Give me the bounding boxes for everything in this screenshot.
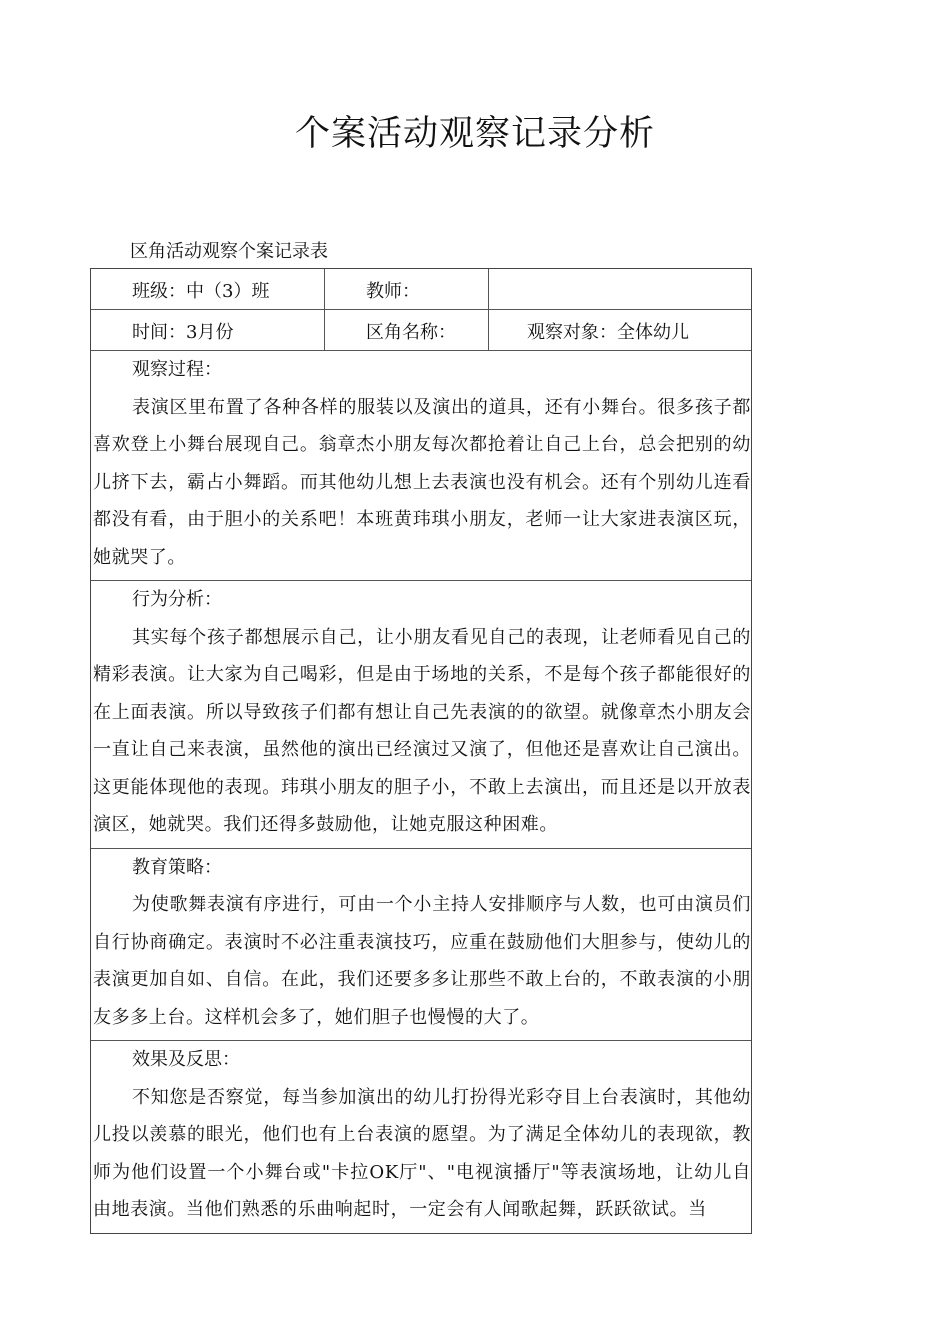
table-row-class — [91, 269, 751, 310]
class-cell: 班级：中（3）班 — [91, 269, 325, 309]
area-name-cell: 区角名称： — [325, 310, 489, 350]
reflection-heading: 效果及反思： — [132, 1049, 240, 1070]
table-row-time — [91, 310, 751, 351]
teacher-value-cell — [489, 269, 751, 309]
observation-record-table — [90, 268, 752, 1234]
section-reflection — [91, 1041, 751, 1233]
analysis-heading: 行为分析： — [132, 589, 222, 610]
reflection-body: 不知您是否察觉，每当参加演出的幼儿打扮得光彩夺目上台表演时，其他幼儿投以羡慕的眼光，他们也有上台表演的愿望。为了满足全体幼儿的表现欲，教师为他们设置一个小舞台或"卡拉OK厅"、"电视演播厅"等表演场地，让幼儿自由地表演。当他们熟悉的乐曲响起时，一定会有人闻歌起舞，跃跃欲试。当 — [93, 1086, 751, 1220]
section-observation — [91, 351, 751, 581]
target-cell: 观察对象：全体幼儿 — [527, 322, 689, 343]
section-strategy — [91, 849, 751, 1042]
strategy-body: 为使歌舞表演有序进行，可由一个小主持人安排顺序与人数，也可由演员们自行协商确定。表演时不必注重表演技巧，应重在鼓励他们大胆参与，使幼儿的表演更加自如、自信。在此，我们还要多多让那些不敢上台的，不敢表演的小朋友多多上台。这样机会多了，她们胆子也慢慢的大了。 — [93, 894, 751, 1028]
strategy-heading: 教育策略： — [132, 856, 222, 878]
table-caption: 区角活动观察个案记录表 — [130, 241, 328, 262]
teacher-label-cell: 教师： — [325, 269, 489, 309]
section-analysis — [91, 581, 751, 849]
observation-heading: 观察过程： — [132, 359, 222, 380]
document-title: 个案活动观察记录分析 — [294, 114, 655, 154]
observation-body: 表演区里布置了各种各样的服装以及演出的道具，还有小舞台。很多孩子都喜欢登上小舞台展现自己。翁章杰小朋友每次都抢着让自己上台，总会把别的幼儿挤下去，霸占小舞蹈。而其他幼儿想上去表演也没有机会。还有个别幼儿连看都没有看，由于胆小的关系吧！本班黄玮琪小朋友，老师一让大家进表演区玩，她就哭了。 — [93, 396, 751, 568]
time-cell: 时间：3月份 — [91, 310, 325, 350]
analysis-body: 其实每个孩子都想展示自己，让小朋友看见自己的表现，让老师看见自己的精彩表演。让大家为自己喝彩，但是由于场地的关系，不是每个孩子都能很好的在上面表演。所以导致孩子们都有想让自己先表演的的欲望。就像章杰小朋友会一直让自己来表演，虽然他的演出已经演过又演了，但他还是喜欢让自己演出。这更能体现他的表现。玮琪小朋友的胆子小，不敢上去演出，而且还是以开放表演区，她就哭。我们还得多鼓励他，让她克服这种困难。 — [93, 626, 751, 835]
